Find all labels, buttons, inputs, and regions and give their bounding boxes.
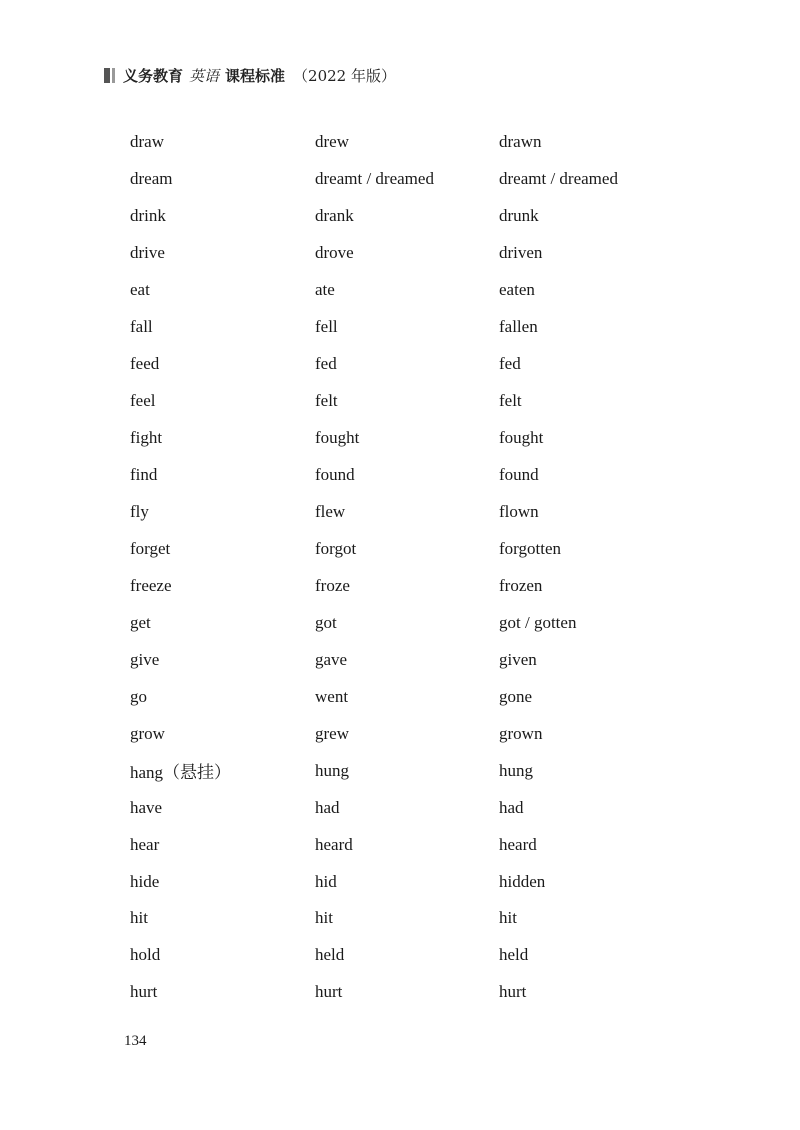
- past-tense: felt: [315, 391, 338, 411]
- table-row: [130, 789, 690, 826]
- past-tense: forgot: [315, 538, 357, 558]
- base-form: dream: [130, 169, 173, 189]
- past-tense: fed: [315, 354, 337, 374]
- table-row: [130, 974, 690, 1011]
- table-row: [130, 604, 690, 641]
- header-suffix: 课程标准: [225, 66, 286, 85]
- base-form: hit: [130, 908, 148, 928]
- past-tense: heard: [315, 834, 353, 854]
- past-participle: driven: [499, 243, 543, 263]
- base-form: fight: [130, 428, 163, 448]
- past-participle: given: [499, 649, 537, 669]
- past-participle: heard: [499, 834, 537, 854]
- table-row: [130, 826, 690, 863]
- table-row: [130, 530, 690, 567]
- table-row: [130, 752, 690, 789]
- table-row: [130, 937, 690, 974]
- past-participle: drawn: [499, 132, 542, 152]
- table-row: [130, 900, 690, 937]
- table-row: [130, 863, 690, 900]
- past-participle: hit: [499, 908, 517, 928]
- base-form: freeze: [130, 575, 172, 595]
- base-form: find: [130, 465, 158, 485]
- base-form: have: [130, 797, 163, 817]
- table-row: [130, 383, 690, 420]
- table-row: [130, 494, 690, 531]
- past-tense: flew: [315, 502, 346, 521]
- base-form: fly: [130, 502, 149, 521]
- table-row: [130, 715, 690, 752]
- past-participle: hidden: [499, 871, 546, 891]
- past-tense: hurt: [315, 982, 343, 1002]
- past-tense: went: [315, 686, 349, 706]
- page-number: 134: [124, 1033, 147, 1049]
- past-participle: fallen: [499, 317, 538, 337]
- past-tense: ate: [315, 280, 335, 300]
- base-form: drive: [130, 243, 165, 263]
- past-tense: had: [315, 797, 340, 817]
- base-form: hurt: [130, 982, 158, 1002]
- past-participle: found: [499, 465, 539, 485]
- table-row: [130, 161, 690, 198]
- table-row: [130, 641, 690, 678]
- table-row: [130, 272, 690, 309]
- past-tense: froze: [315, 575, 350, 595]
- base-form: draw: [130, 132, 164, 152]
- past-tense: fell: [315, 317, 338, 337]
- table-row: [130, 309, 690, 346]
- past-participle: hurt: [499, 982, 527, 1002]
- past-tense: drew: [315, 132, 349, 152]
- past-tense: hung: [315, 760, 349, 780]
- past-participle: drunk: [499, 206, 539, 226]
- base-form: feed: [130, 354, 160, 374]
- base-form: hang（悬挂）: [130, 763, 232, 783]
- table-row: [130, 124, 690, 161]
- base-form: hear: [130, 834, 160, 854]
- past-participle: fed: [499, 354, 521, 374]
- past-participle: got / gotten: [499, 612, 577, 632]
- past-participle: felt: [499, 391, 522, 411]
- past-tense: dreamt / dreamed: [315, 169, 434, 189]
- table-row: [130, 346, 690, 383]
- base-form: drink: [130, 206, 166, 226]
- table-row: [130, 457, 690, 494]
- past-participle: frozen: [499, 575, 543, 595]
- past-participle: had: [499, 797, 524, 817]
- header-subject: 英语: [189, 66, 220, 85]
- past-participle: gone: [499, 686, 533, 706]
- past-tense: drove: [315, 243, 354, 263]
- past-tense: found: [315, 465, 355, 485]
- past-tense: hid: [315, 871, 337, 891]
- base-form: grow: [130, 723, 165, 743]
- past-participle: hung: [499, 760, 533, 780]
- header-prefix: 义务教育: [123, 66, 184, 85]
- past-participle: grown: [499, 723, 543, 743]
- past-participle: forgotten: [499, 538, 562, 558]
- irregular-verb-table: [130, 124, 690, 1011]
- base-form: hide: [130, 871, 160, 891]
- table-row: [130, 235, 690, 272]
- past-participle: flown: [499, 502, 539, 521]
- base-form: give: [130, 649, 160, 669]
- table-row: [130, 198, 690, 235]
- table-row: [130, 420, 690, 457]
- base-form: forget: [130, 538, 171, 558]
- past-tense: grew: [315, 723, 349, 743]
- base-form: hold: [130, 945, 161, 965]
- header-edition: （2022 年版）: [293, 66, 396, 85]
- past-tense: held: [315, 945, 345, 965]
- past-tense: got: [315, 612, 337, 632]
- past-participle: fought: [499, 428, 544, 448]
- table-row: [130, 567, 690, 604]
- past-participle: eaten: [499, 280, 535, 300]
- past-tense: hit: [315, 908, 333, 928]
- past-participle: held: [499, 945, 529, 965]
- past-tense: gave: [315, 649, 348, 669]
- base-form: eat: [130, 280, 150, 300]
- past-tense: fought: [315, 428, 360, 448]
- base-form: feel: [130, 391, 156, 411]
- header-bars-icon: [104, 68, 115, 83]
- past-participle: dreamt / dreamed: [499, 169, 618, 189]
- running-header: [104, 64, 396, 86]
- past-tense: drank: [315, 206, 354, 226]
- base-form: get: [130, 612, 151, 632]
- base-form: fall: [130, 317, 153, 337]
- base-form: go: [130, 686, 147, 706]
- table-row: [130, 678, 690, 715]
